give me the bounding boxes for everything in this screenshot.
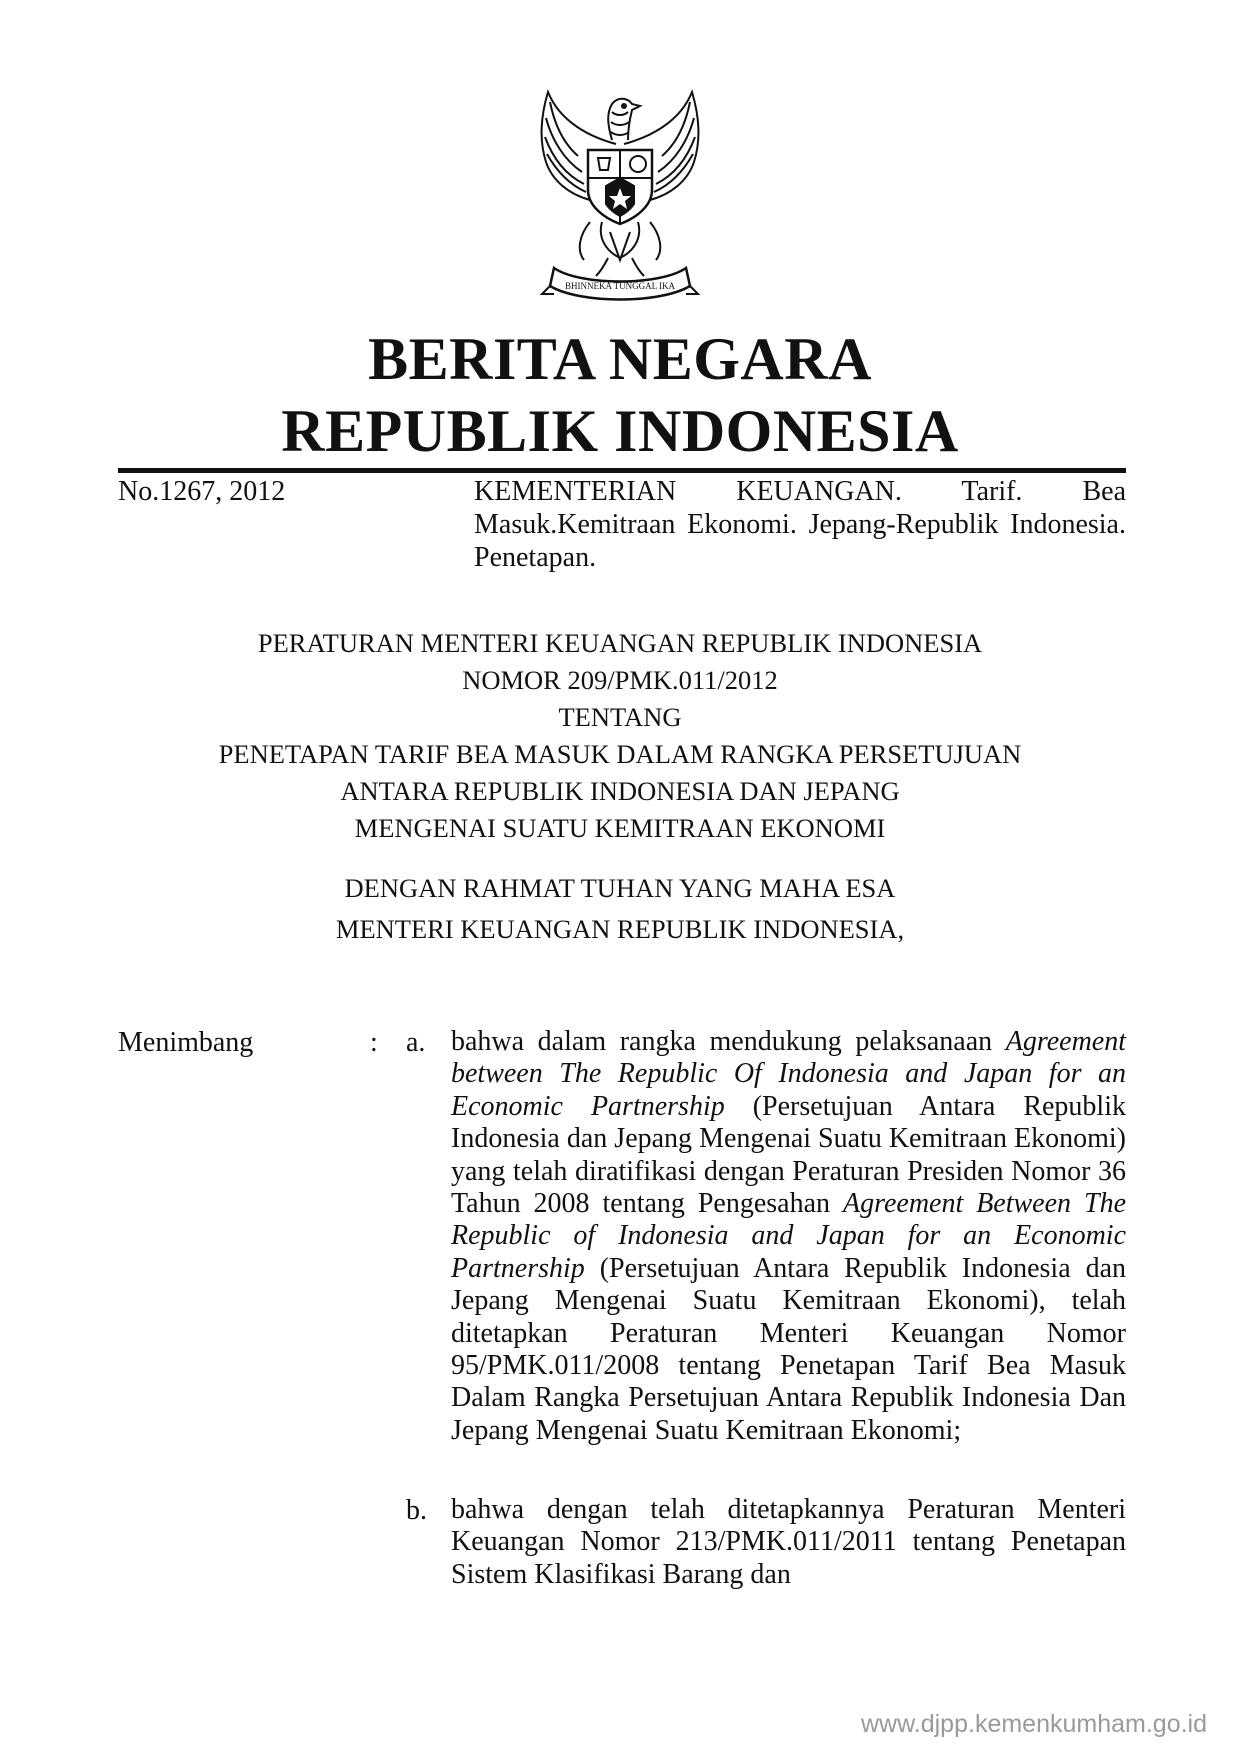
invocation: DENGAN RAHMAT TUHAN YANG MAHA ESA xyxy=(344,873,896,903)
regulation-about: TENTANG xyxy=(558,702,682,732)
item-a-text xyxy=(451,1026,1126,1447)
page-title-line2: REPUBLIK INDONESIA xyxy=(281,398,959,464)
item-a-agreement-title-2: Agreement Between The Republic of Indonesia and Japan for an Economic Partnership xyxy=(451,1188,1126,1284)
regulation-number: NOMOR 209/PMK.011/2012 xyxy=(462,665,778,695)
garuda-emblem-icon xyxy=(520,82,720,304)
issuer: MENTERI KEUANGAN REPUBLIK INDONESIA, xyxy=(335,914,905,944)
regulation-subject-line2: ANTARA REPUBLIK INDONESIA DAN JEPANG xyxy=(340,776,900,806)
item-a-part3: (Persetujuan Antara Republik Indonesia dan Jepang Mengenai Suatu Kemitraan Ekonomi) yang telah diratifikasi dengan Peraturan Presiden Nomor 36 Tahun 2008 tentang Pengesahan xyxy=(451,1090,1126,1220)
regulation-heading-line1: PERATURAN MENTERI KEUANGAN REPUBLIK INDONESIA xyxy=(257,628,983,658)
item-a-part5: (Persetujuan Antara Republik Indonesia dan Jepang Mengenai Suatu Kemitraan Ekonomi), telah ditetapkan Peraturan Menteri Keuangan Nomor 95/PMK.011/2008 tentang Penetapan Tarif Bea Masuk Dalam Rangka Persetujuan Antara Republik Indonesia Dan Jepang Mengenai Suatu Kemitraan Ekonomi; xyxy=(451,1252,1126,1446)
item-a-part1: bahwa dalam rangka mendukung pelaksanaan xyxy=(451,1026,1006,1057)
considering-label: Menimbang xyxy=(118,1027,254,1058)
emblem-motto: BHINNEKA TUNGGAL IKA xyxy=(565,281,675,291)
item-b-text: bahwa dengan telah ditetapkannya Peraturan Menteri Keuangan Nomor 213/PMK.011/2011 tentang Penetapan Sistem Klasifikasi Barang dan xyxy=(451,1494,1126,1590)
watermark-url: www.djpp.kemenkumham.go.id xyxy=(861,1710,1207,1738)
item-b-letter: b. xyxy=(406,1495,427,1526)
page-title-line1: BERITA NEGARA xyxy=(368,326,872,392)
item-a-agreement-title: Agreement between The Republic Of Indonesia and Japan for an Economic Partnership xyxy=(451,1026,1126,1122)
regulation-subject-line3: MENGENAI SUATU KEMITRAAN EKONOMI xyxy=(354,813,886,843)
considering-colon: : xyxy=(370,1027,378,1058)
item-a-letter: a. xyxy=(406,1027,426,1058)
header-divider xyxy=(118,468,1126,473)
gazette-number: No.1267, 2012 xyxy=(118,476,286,507)
gazette-subject: KEMENTERIAN KEUANGAN. Tarif. Bea Masuk.Kemitraan Ekonomi. Jepang-Republik Indonesia. Penetapan. xyxy=(474,476,1126,573)
regulation-subject-line1: PENETAPAN TARIF BEA MASUK DALAM RANGKA PERSETUJUAN xyxy=(218,739,1022,769)
